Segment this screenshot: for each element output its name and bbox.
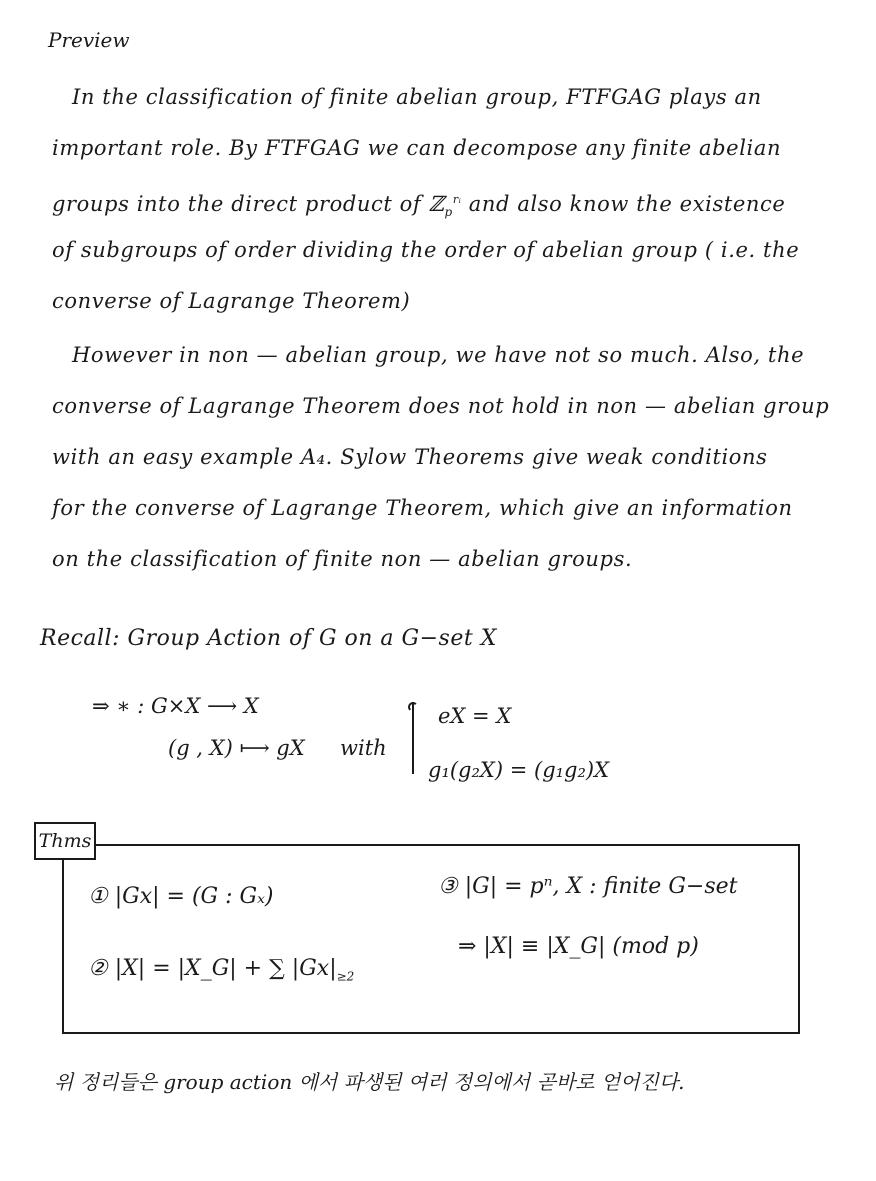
text-line: However in non — abelian group, we have not so much. Also, the [72,343,805,367]
text-line: converse of Lagrange Theorem does not hold in non — abelian group [52,394,830,418]
superscript-r: rᵢ [452,193,462,206]
theorem-3: ③ |G| = pⁿ, X : finite G−set [438,874,738,899]
text-line: of subgroups of order dividing the order of abelian group ( i.e. the [52,238,800,262]
action-element-map: (g , X) ⟼ gX [168,736,305,760]
identity-condition: eX = X [438,704,512,728]
action-map: ⇒ ∗ : G×X ⟶ X [92,694,259,718]
z-symbol: ℤ [428,192,445,216]
with-label: with [340,736,387,760]
text-span: groups into the direct product of [52,192,429,216]
theorem-2-subscript: ≥2 [336,969,355,984]
recall-heading: Recall: Group Action of G on a G−set X [40,626,497,651]
text-line: In the classification of finite abelian group, FTFGAG plays an [72,85,762,109]
text-line: on the classification of finite non — abelian groups. [52,547,633,571]
theorems-label: Thms [34,822,96,860]
theorem-3-conclusion: ⇒ |X| ≡ |X_G| (mod p) [458,934,699,959]
paragraph-nonabelian [52,330,830,585]
footer-note: 위 정리들은 group action 에서 파생된 여러 정의에서 곧바로 얻어진다. [54,1070,685,1094]
text-line: important role. By FTFGAG we can decompose any finite abelian [52,136,782,160]
text-line [52,174,812,225]
page-title: Preview [48,28,130,52]
text-span: and also know the existence [461,192,786,216]
text-line: for the converse of Lagrange Theorem, which give an information [52,496,793,520]
compatibility-condition: g₁(g₂X) = (g₁g₂)X [428,758,610,782]
paragraph-intro [52,72,812,327]
subscript-p: p [444,205,453,220]
theorem-2 [88,956,354,983]
text-line: converse of Lagrange Theorem) [52,289,411,313]
conditions-brace [412,702,420,774]
text-line: with an easy example A₄. Sylow Theorems give weak conditions [52,445,768,469]
theorem-2-text: ② |X| = |X_G| + ∑ |Gx| [88,956,337,981]
theorem-1: ① |Gx| = (G : Gₓ) [88,884,274,909]
